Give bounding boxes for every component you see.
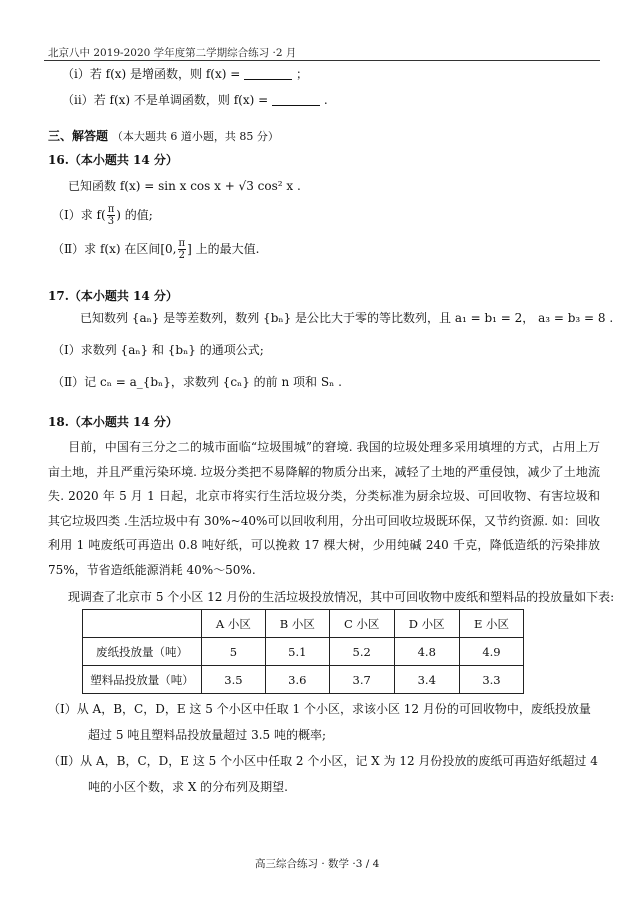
- table-column-header: B 小区: [265, 610, 329, 638]
- frac-denominator: 3: [107, 216, 115, 227]
- item-i-marker: （i）: [62, 67, 90, 81]
- q17-part1: （Ⅰ）求数列 {aₙ} 和 {bₙ} 的通项公式;: [52, 343, 264, 357]
- table-column-header: A 小区: [202, 610, 266, 638]
- table-corner-cell: [83, 610, 202, 638]
- fraction-pi-over-2: [178, 238, 187, 261]
- q18-part2: （Ⅱ）从 A，B，C，D，E 这 5 个小区中任取 2 个小区，记 X 为 12 月份投放的废纸可再造好纸超过 4 吨的小区个数，求 X 的分布列及期望.: [48, 754, 598, 794]
- item-i-text: 若 f(x) 是增函数，则 f(x) =: [89, 67, 241, 81]
- frac-denominator: 2: [178, 250, 185, 261]
- table-cell: 3.7: [329, 666, 394, 694]
- table-row-label: 塑料品投放量（吨）: [83, 666, 202, 694]
- answer-blank-ii: [272, 93, 320, 106]
- item-ii-marker: （ii）: [62, 93, 94, 107]
- table-cell: 3.5: [202, 666, 266, 694]
- table-cell: 5.2: [329, 638, 394, 666]
- data-table: [82, 609, 524, 694]
- header-rule: [44, 60, 600, 61]
- q18-survey: 现调查了北京市 5 个小区 12 月份的生活垃圾投放情况，其中可回收物中废纸和塑料品的投放量如下表:: [68, 590, 615, 604]
- table-cell: 5.1: [265, 638, 329, 666]
- table-column-header: E 小区: [459, 610, 523, 638]
- item-ii-tail: .: [323, 93, 328, 107]
- q16-part2-prefix: （Ⅱ）求 f(x) 在区间[0,: [52, 242, 177, 256]
- fill-in-item-i: [62, 66, 308, 82]
- q16-part1: [52, 202, 153, 228]
- section-note: （本大题共 6 道小题，共 85 分）: [111, 130, 279, 143]
- table-cell: 4.8: [394, 638, 459, 666]
- table-column-header: C 小区: [329, 610, 394, 638]
- q17-heading: 17.（本小题共 14 分）: [48, 289, 178, 303]
- frac-numerator: π: [178, 238, 186, 249]
- q16-part2-suffix: ] 上的最大值.: [187, 242, 260, 256]
- table-cell: 4.9: [459, 638, 523, 666]
- section-label: 三、解答题: [48, 129, 109, 143]
- fraction-pi-over-3: [107, 204, 116, 227]
- q18-intro-text: 目前，中国有三分之二的城市面临“垃圾围城”的窘境. 我国的垃圾处理多采用填埋的方式，占用上万亩土地，并且严重污染环境. 垃圾分类把不易降解的物质分出来，减轻了土地的严重侵蚀，减少了土地流失. 2020 年 5 月 1 日起，北京市将实行生活垃圾分类，分类标准为厨余垃圾、可回收物、有害垃圾和其它垃圾四类 .生活垃圾中有 30%~40%可以回收利用，分出可回收垃圾既环保，又节约资源. 如：回收利用 1 吨废纸可再造出 0.8 吨好纸，可以挽救 17 棵大树，少用纯碱 240 千克，降低造纸的污染排放 75%，节省造纸能源消耗 40%～50%.: [48, 440, 600, 577]
- q18-intro: [48, 435, 600, 582]
- table-header-row: [83, 610, 524, 638]
- q17-part2: （Ⅱ）记 cₙ = a_{bₙ}，求数列 {cₙ} 的前 n 项和 Sₙ .: [52, 375, 342, 389]
- q16-part1-suffix: ) 的值;: [116, 208, 153, 222]
- q18-part1: （Ⅰ）从 A，B，C，D，E 这 5 个小区中任取 1 个小区，求该小区 12 月份的可回收物中，废纸投放量超过 5 吨且塑料品投放量超过 3.5 吨的概率;: [48, 702, 591, 742]
- table-cell: 3.6: [265, 666, 329, 694]
- fill-in-item-ii: [62, 92, 328, 108]
- item-i-tail: ；: [295, 67, 308, 81]
- q16-part1-prefix: （Ⅰ）求 f(: [52, 208, 106, 222]
- table-row: [83, 638, 524, 666]
- q16-part2: [52, 236, 259, 262]
- q17-stem: 已知数列 {aₙ} 是等差数列，数列 {bₙ} 是公比大于零的等比数列，且 a₁ = b₁ = 2， a₃ = b₃ = 8 .: [80, 311, 614, 325]
- table-cell: 5: [202, 638, 266, 666]
- q16-stem: 已知函数 f(x) = sin x cos x + √3 cos² x .: [68, 179, 301, 193]
- q16-heading: 16.（本小题共 14 分）: [48, 153, 178, 167]
- item-ii-text: 若 f(x) 不是单调函数，则 f(x) =: [93, 93, 269, 107]
- frac-numerator: π: [107, 204, 115, 215]
- q18-heading: 18.（本小题共 14 分）: [48, 415, 178, 429]
- page-footer: 高三综合练习 · 数学 ·3 / 4: [255, 858, 380, 870]
- answer-blank-i: [244, 67, 292, 80]
- section-title: [48, 128, 279, 145]
- table-cell: 3.3: [459, 666, 523, 694]
- table-cell: 3.4: [394, 666, 459, 694]
- page-header: 北京八中 2019-2020 学年度第二学期综合练习 ·2 月: [48, 47, 297, 59]
- table-column-header: D 小区: [394, 610, 459, 638]
- table-row: [83, 666, 524, 694]
- table-row-label: 废纸投放量（吨）: [83, 638, 202, 666]
